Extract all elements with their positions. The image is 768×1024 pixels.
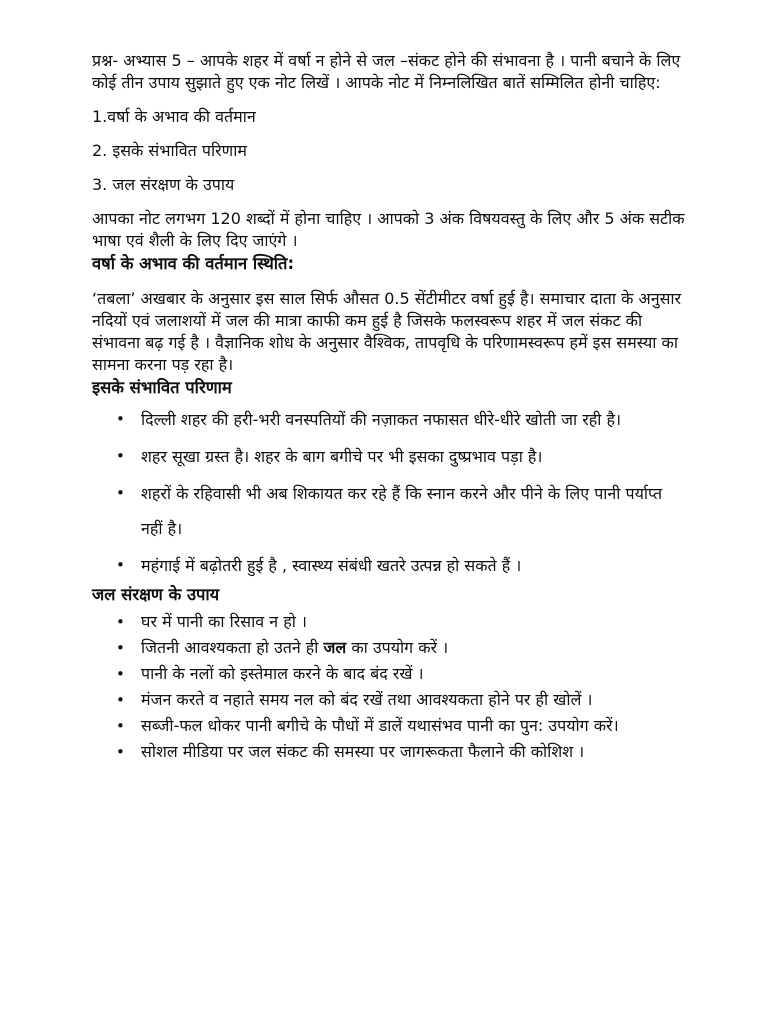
list-item (92, 476, 688, 546)
section-heading-current-situation: वर्षा के अभाव की वर्तमान स्थिति: (92, 254, 295, 273)
list-item-text: जितनी आवश्यकता हो उतने ही जल का उपयोग करें । (141, 638, 449, 657)
question-point-1: 1.वर्षा के अभाव की वर्तमान (92, 107, 256, 126)
bullet-icon: • (116, 639, 125, 657)
list-item (92, 715, 688, 737)
list-item (92, 611, 688, 633)
list-item-text: सोशल मीडिया पर जल संकट की समस्या पर जागरूकता फैलाने की कोशिश । (141, 742, 585, 761)
list-item-text: पानी के नलों को इस्तेमाल करने के बाद बंद रखें । (141, 664, 424, 683)
list-item (92, 439, 688, 474)
bullet-icon: • (116, 556, 125, 574)
list-item (92, 663, 688, 685)
emphasis-word: जल (323, 638, 347, 657)
list-item (92, 402, 688, 437)
bullet-icon: • (116, 484, 125, 502)
list-item-text: मंजन करते व नहाते समय नल को बंद रखें तथा आवश्यकता होने पर ही खोलें । (141, 690, 593, 709)
list-item (92, 689, 688, 711)
list-item-text: घर में पानी का रिसाव न हो । (141, 612, 307, 631)
bullet-icon: • (116, 410, 125, 428)
bullet-icon: • (116, 447, 125, 465)
list-item-text: सब्जी-फल धोकर पानी बगीचे के पौधों में डालें यथासंभव पानी का पुन: उपयोग करें। (141, 716, 619, 735)
list-item-text: महंगाई में बढ़ोतरी हुई है , स्वास्थ्य संबंधी खतरे उत्पन्न हो सकते हैं । (141, 556, 522, 575)
list-item (92, 637, 688, 659)
question-intro: प्रश्न- अभ्यास 5 – आपके शहर में वर्षा न होने से जल –संकट होने की संभावना है । पानी बचाने के लिए कोई तीन उपाय सुझाते हुए एक नोट लिखें । आपके नोट में निम्नलिखित बातें सम्मिलित होनी चाहिए: (92, 51, 681, 92)
document-page (92, 50, 688, 763)
question-instruction: आपका नोट लगभग 120 शब्दों में होना चाहिए । आपको 3 अंक विषयवस्तु के लिए और 5 अंक सटीक भाषा एवं शैली के लिए दिए जाएंगे । (92, 209, 685, 250)
bullet-icon: • (116, 665, 125, 683)
consequences-list (92, 402, 688, 583)
list-item-text: दिल्ली शहर की हरी-भरी वनस्पतियों की नज़ाकत नफासत धीरे-धीरे खोती जा रही है। (141, 410, 622, 429)
list-item-text: शहर सूखा ग्रस्त है। शहर के बाग बगीचे पर भी इसका दुष्प्रभाव पड़ा है। (141, 447, 543, 466)
bullet-icon: • (116, 717, 125, 735)
question-point-2: 2. इसके संभावित परिणाम (92, 141, 247, 160)
bullet-icon: • (116, 743, 125, 761)
section-heading-conservation: जल संरक्षण के उपाय (92, 585, 220, 604)
bullet-icon: • (116, 691, 125, 709)
list-item-text: शहरों के रहिवासी भी अब शिकायत कर रहे हैं कि स्नान करने और पीने के लिए पानी पर्याप्त नहीं है। (141, 484, 663, 538)
bullet-icon: • (116, 613, 125, 631)
list-item (92, 741, 688, 763)
conservation-list (92, 611, 688, 763)
question-point-3: 3. जल संरक्षण के उपाय (92, 175, 235, 194)
section-body-current-situation: ‘तबला’ अखबार के अनुसार इस साल सिर्फ औसत 0.5 सेंटीमीटर वर्षा हुई है। समाचार दाता के अनुसार नदियों एवं जलाशयों में जल की मात्रा काफी कम हुई है जिसके फलस्वरूप शहर में जल संकट की संभावना बढ़ गई है । वैज्ञानिक शोध के अनुसार वैश्विक, तापवृधि के परिणामस्वरूप हमें इस समस्या का सामना करना पड़ रहा है। (92, 289, 682, 374)
section-heading-consequences: इसके संभावित परिणाम (92, 378, 232, 397)
list-item (92, 548, 688, 583)
